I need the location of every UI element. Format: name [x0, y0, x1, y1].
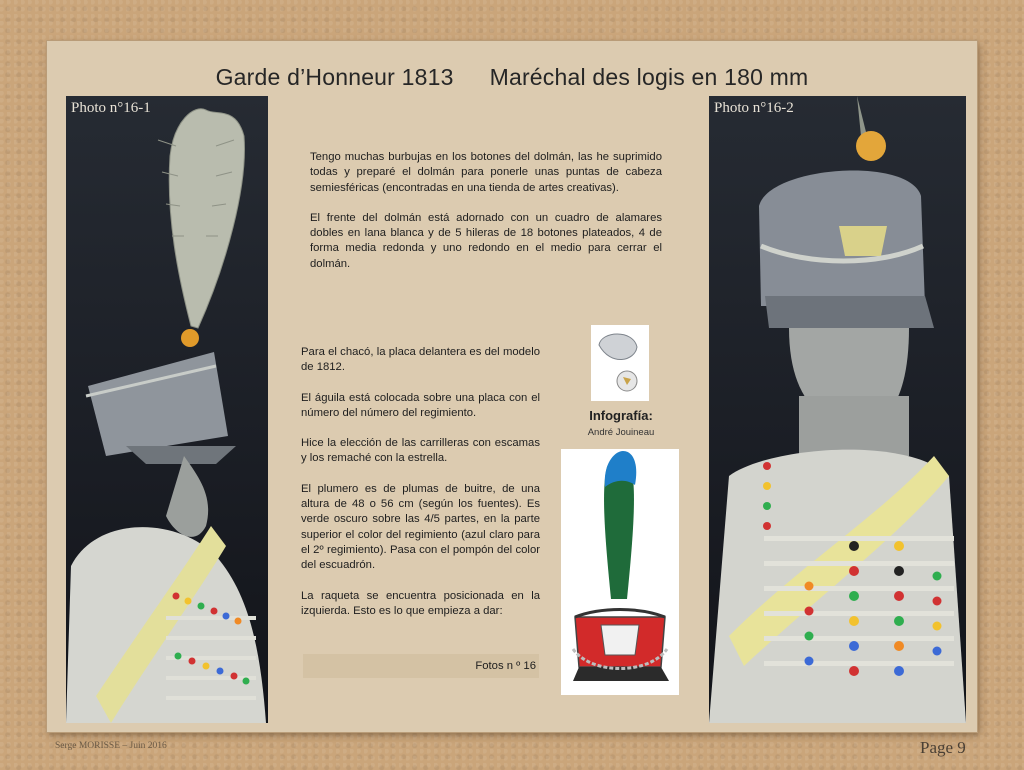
infographic-author: André Jouineau [587, 427, 655, 438]
paragraph: El plumero es de plumas de buitre, de una altura de 48 o 56 cm (según los fuentes). Es verde oscuro sobre las 4/5 partes, en la parte superior el color del regimiento (azul claro para el 2º regimiento). Pasa con el pompón del color del escuadrón. [301, 482, 540, 572]
paragraph: La raqueta se encuentra posicionada en la izquierda. Esto es lo que empieza a dar: [301, 589, 540, 617]
text-block-bottom [301, 345, 540, 634]
photo-caption: Fotos n º 16 [303, 654, 539, 678]
shako-plate-thumbnail [591, 325, 649, 401]
paragraph: Tengo muchas burbujas en los botones del dolmán, las he suprimido todas y preparé el dolmán para ponerle unas puntas de cabeza semiesféricas (encontradas en una tienda de artes creativas). [310, 151, 662, 194]
title-right: Maréchal des logis en 180 mm [489, 64, 809, 90]
text-block-top [310, 150, 662, 287]
paragraph: Hice la elección de las carrilleras con escamas y los remaché con la estrella. [301, 437, 540, 465]
page-title [0, 64, 1024, 91]
photo-16-2 [709, 96, 966, 723]
photo-16-1 [66, 96, 268, 723]
bust-right-illustration [709, 96, 966, 723]
photo-label-left: Photo n°16-1 [71, 100, 151, 116]
bust-left-illustration [66, 96, 268, 723]
paragraph: Para el chacó, la placa delantera es del modelo de 1812. [301, 346, 540, 374]
shako-plate-icon [591, 325, 649, 401]
photo-label-right: Photo n°16-2 [714, 100, 794, 116]
paragraph: El águila está colocada sobre una placa con el número del número del regimiento. [301, 391, 540, 419]
infographic-title: Infografía: [589, 408, 653, 423]
page-number: Page 9 [920, 738, 966, 757]
footer-author: Serge MORISSE – Juin 2016 [55, 741, 167, 751]
paragraph: El frente del dolmán está adornado con un cuadro de alamares dobles en lana blanca y de 5 hileras de 18 botones plateados, 4 de forma media redonda y uno redondo en el medio para cerrar el dolmán. [310, 211, 662, 270]
shako-plume-illustration [561, 449, 679, 695]
shako-infographic [561, 449, 679, 695]
title-left: Garde d’Honneur 1813 [215, 64, 454, 90]
